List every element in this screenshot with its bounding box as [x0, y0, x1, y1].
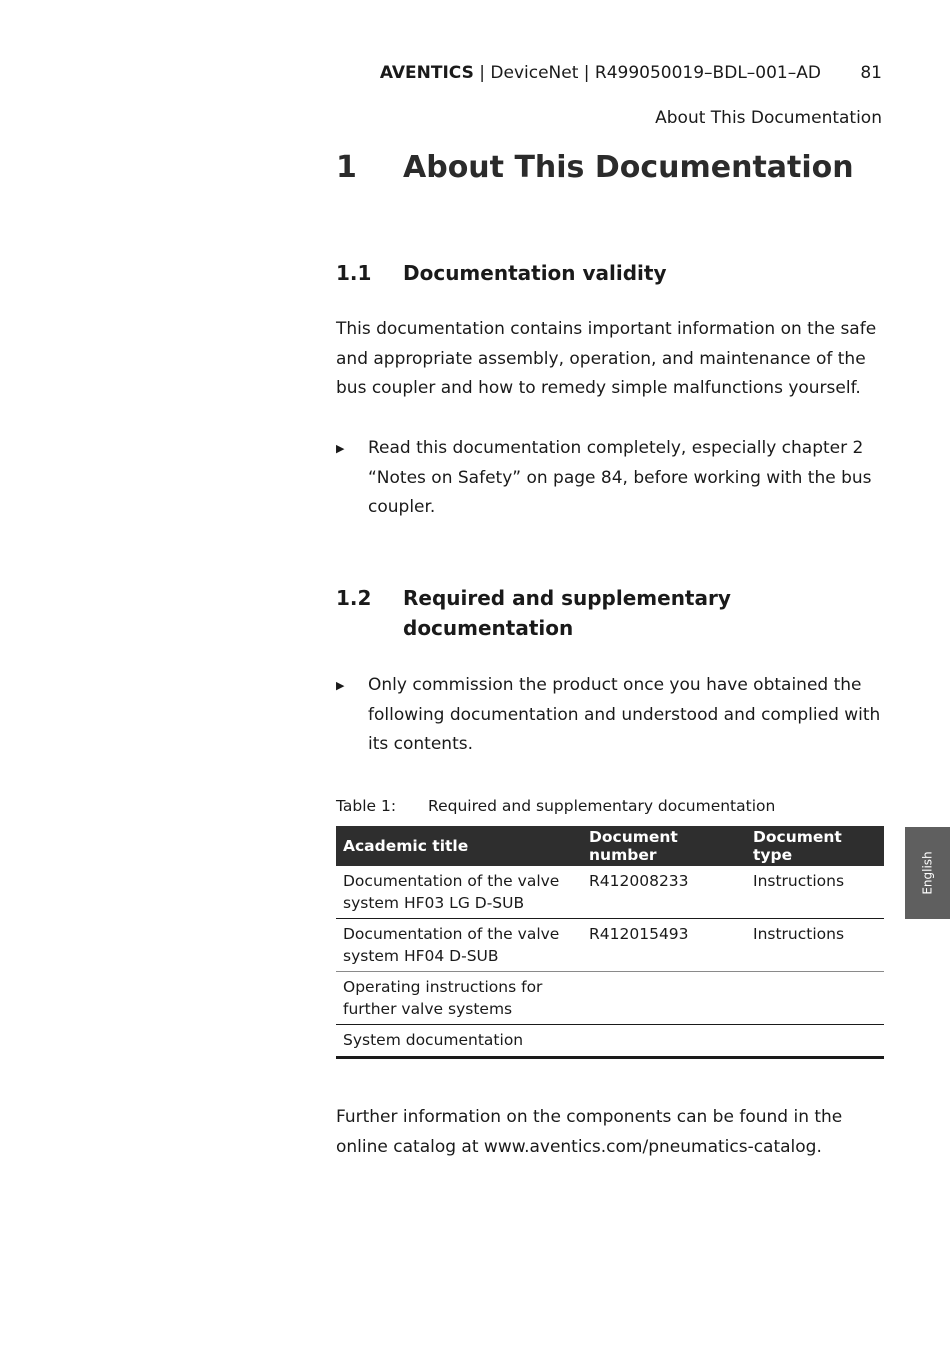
column-header: Academic title: [336, 826, 582, 866]
section-title: Documentation validity: [403, 261, 667, 285]
section-heading-1-2: [336, 583, 783, 643]
table-cell: R412015493: [582, 919, 746, 972]
section-number: 1.2: [336, 586, 372, 610]
chapter-number: 1: [336, 150, 357, 185]
table-cell: Documentation of the valve system HF03 LG D-SUB: [336, 866, 582, 919]
chapter-heading: [336, 150, 854, 185]
document-reference: DeviceNet | R499050019–BDL–001–AD: [490, 63, 821, 83]
table-cell: [582, 972, 746, 1025]
page-number: 81: [860, 63, 882, 83]
language-tab-label: English: [920, 851, 935, 895]
table-cell: [582, 1025, 746, 1058]
table-cell: Operating instructions for further valve systems: [336, 972, 582, 1025]
further-information-paragraph: Further information on the components can be found in the online catalog at www.aventics.com/pneumatics-catalog.: [336, 1107, 843, 1157]
table-cell: Documentation of the valve system HF04 D-SUB: [336, 919, 582, 972]
section-title: Required and supplementary documentation: [403, 586, 731, 640]
table-cell: Instructions: [746, 919, 884, 972]
table-row: [336, 919, 884, 972]
table-cell: Instructions: [746, 866, 884, 919]
bullet-text: Read this documentation completely, especially chapter 2 “Notes on Safety” on page 84, before working with the bus coupler.: [368, 438, 872, 517]
table-caption: [336, 797, 775, 815]
section-number: 1.1: [336, 261, 372, 285]
table-row: [336, 866, 884, 919]
running-section-title: About This Documentation: [655, 108, 882, 128]
running-header: [380, 63, 882, 83]
column-header: Document number: [582, 826, 746, 866]
bullet-text: Only commission the product once you have obtained the following documentation and understood and complied with its contents.: [368, 675, 881, 754]
table-cell: [746, 972, 884, 1025]
bullet-item: [336, 671, 896, 760]
table-cell: R412008233: [582, 866, 746, 919]
section-heading-1-1: [336, 258, 783, 288]
language-tab: [905, 827, 950, 919]
bullet-arrow-icon: ▶: [336, 679, 345, 692]
validity-paragraph: This documentation contains important information on the safe and appropriate assembly, operation, and maintenance of the bus coupler and how to remedy simple malfunctions yourself.: [336, 319, 877, 398]
column-header: Document type: [746, 826, 884, 866]
bullet-item: [336, 434, 896, 523]
bullet-arrow-icon: ▶: [336, 442, 345, 455]
brand-name: AVENTICS: [379, 63, 474, 83]
table-cell: System documentation: [336, 1025, 582, 1058]
table-caption-text: Required and supplementary documentation: [428, 797, 776, 815]
table-row: [336, 1025, 884, 1058]
header-separator: |: [479, 63, 485, 83]
chapter-title: About This Documentation: [403, 150, 854, 185]
table-cell: [746, 1025, 884, 1058]
table-caption-label: Table 1:: [336, 797, 397, 815]
table-row: [336, 972, 884, 1025]
table-header-row: [336, 826, 884, 866]
documentation-table: [336, 826, 884, 1059]
